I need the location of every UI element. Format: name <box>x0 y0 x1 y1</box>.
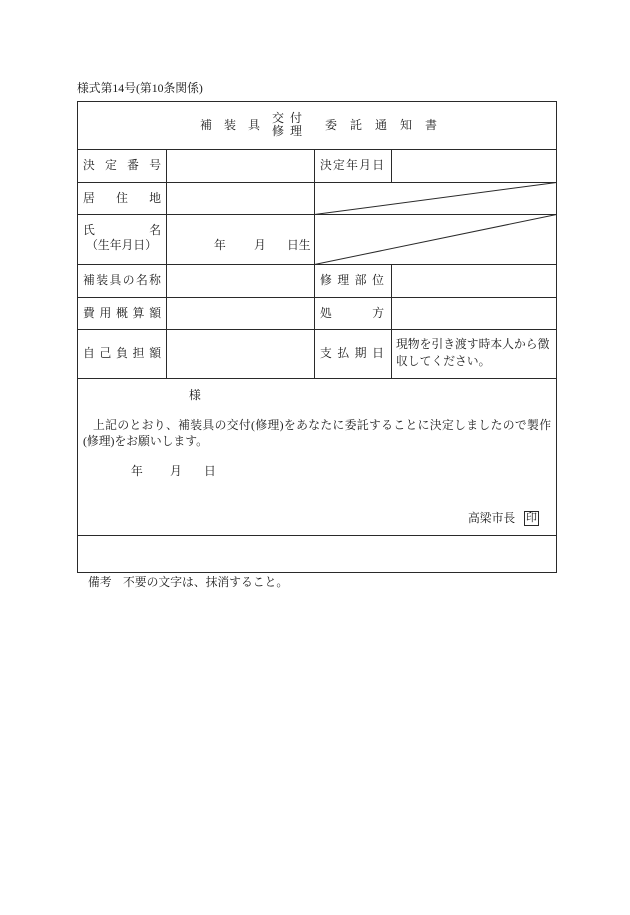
strike-diagonal <box>315 183 557 215</box>
name-label: 氏 名 <box>83 223 161 237</box>
prescription-label: 処 方 <box>320 306 384 320</box>
title-action-delivery: 交 付 <box>272 111 302 125</box>
payment-date-label: 支 払 期 日 <box>320 346 384 360</box>
request-message-line: 上 記 の と お り 、 補 装 具 の 交 付 ( 修 理 ) を あ な た に 委 託 す る こ と に 決 定 し ま し た の で 製 作 <box>93 418 551 432</box>
title-action-repair: 修 理 <box>272 124 302 138</box>
payment-date-instruction: 現物を引き渡す時本人から徴収してください。 <box>396 337 550 368</box>
notice-month-label: 月 <box>170 464 182 478</box>
prescription-field <box>392 298 556 329</box>
title-item: 補 装 具 <box>200 118 260 132</box>
decision-number-label: 決 定 番 号 <box>83 158 161 172</box>
decision-number-field <box>167 150 314 182</box>
form-number: 様式第14号(第10条関係) <box>77 81 203 95</box>
issuer-name: 高梁市長 <box>468 511 516 525</box>
addressee-honorific: 様 <box>189 388 201 402</box>
decision-date-label: 決 定 年 月 日 <box>320 158 384 172</box>
birth-date-label: （生年月日） <box>86 238 157 252</box>
decision-date-field <box>392 150 556 182</box>
name-field <box>167 215 314 264</box>
address-label: 居 住 地 <box>83 191 161 205</box>
notice-day-label: 日 <box>204 464 216 478</box>
footnote-text: 不要の文字は、抹消すること。 <box>123 575 289 589</box>
request-message-line: (修理)をお願いします。 <box>83 434 208 448</box>
title-suffix: 委 託 通 知 書 <box>325 118 437 132</box>
strike-diagonal <box>315 215 557 265</box>
repair-part-field <box>392 265 556 297</box>
remarks-row <box>78 536 556 572</box>
birth-month-label: 月 <box>254 238 266 252</box>
footnote-label: 備考 <box>88 575 112 589</box>
birth-day-label: 日生 <box>287 238 311 252</box>
seal-mark: 印 <box>526 512 537 524</box>
device-name-field <box>167 265 314 297</box>
self-pay-field <box>167 330 314 378</box>
address-field <box>167 183 314 214</box>
cost-estimate-label: 費 用 概 算 額 <box>83 306 161 320</box>
cost-estimate-field <box>167 298 314 329</box>
device-name-label: 補 装 具 の 名 称 <box>83 273 161 287</box>
birth-year-label: 年 <box>214 238 226 252</box>
self-pay-label: 自 己 負 担 額 <box>83 346 161 360</box>
notice-year-label: 年 <box>131 464 143 478</box>
repair-part-label: 修 理 部 位 <box>320 273 384 287</box>
